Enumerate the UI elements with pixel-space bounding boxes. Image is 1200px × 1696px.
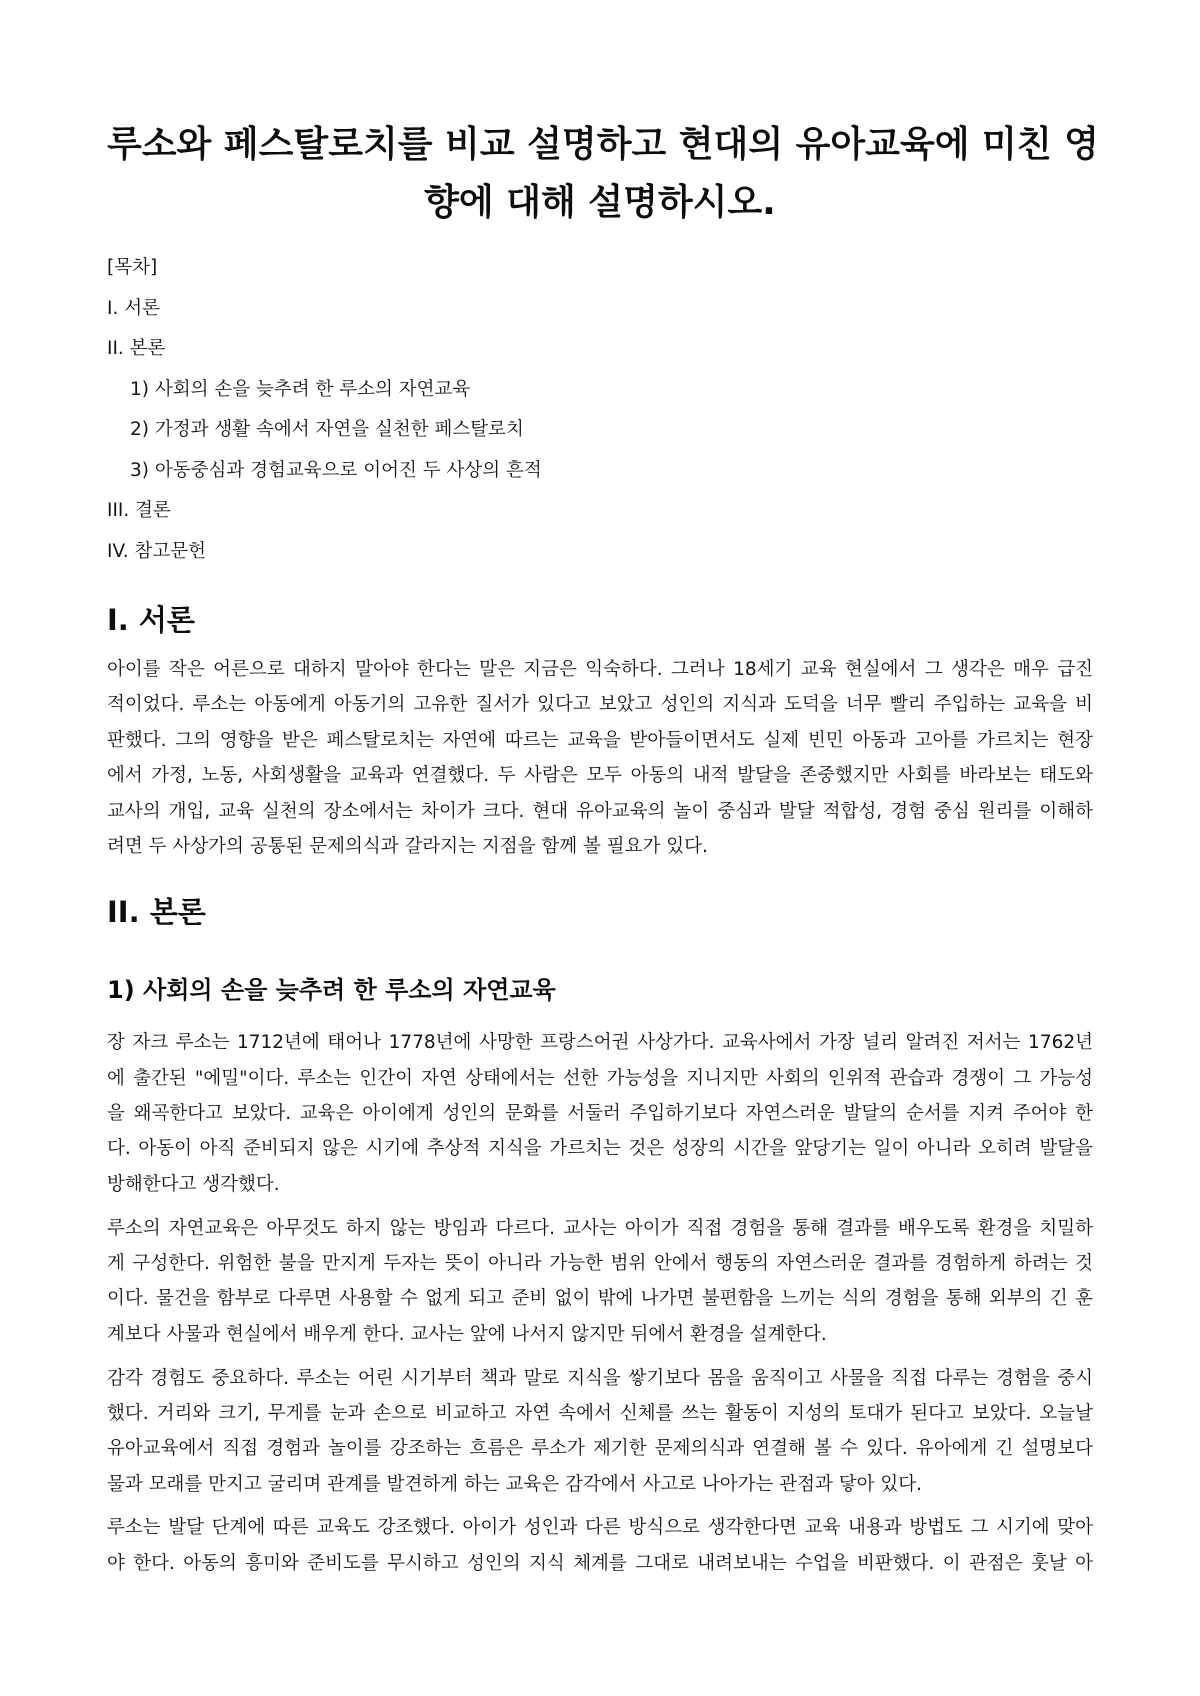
paragraph-line: 야 한다. 아동의 흥미와 준비도를 무시하고 성인의 지식 체계를 그대로 내려보내는 수업을 비판했다. 이 관점은 훗날 아 — [107, 1552, 1093, 1574]
section-introduction — [107, 595, 1093, 864]
paragraph — [107, 1025, 1093, 1202]
paragraph-line: 했다. 거리와 크기, 무게를 눈과 손으로 비교하고 자연 속에서 신체를 쓰는 활동이 지성의 토대가 된다고 보았다. 오늘날 — [107, 1402, 1093, 1424]
paragraph — [107, 1361, 1093, 1503]
paragraph — [107, 1510, 1093, 1581]
title-line: 루소와 페스탈로치를 비교 설명하고 현대의 유아교육에 미친 영 — [107, 124, 1099, 165]
document-title — [107, 116, 1099, 232]
paragraph-line: 적이었다. 루소는 아동에게 아동기의 고유한 질서가 있다고 보았고 성인의 지식과 도덕을 너무 빨리 주입하는 교육을 비 — [107, 694, 1093, 716]
paragraph-line: 루소의 자연교육은 아무것도 하지 않는 방임과 다르다. 교사는 아이가 직접 경험을 통해 결과를 배우도록 환경을 치밀하 — [107, 1217, 1093, 1239]
section-main-body — [107, 887, 1093, 1581]
paragraph-line: 물과 모래를 만지고 굴리며 관계를 발견하게 하는 교육은 감각에서 사고로 나아가는 관점과 닿아 있다. — [107, 1473, 923, 1495]
toc-subitem: 1) 사회의 손을 늦추려 한 루소의 자연교육 — [130, 378, 471, 400]
subsection-heading: 1) 사회의 손을 늦추려 한 루소의 자연교육 — [107, 975, 556, 1004]
paragraph-line: 장 자크 루소는 1712년에 태어나 1778년에 사망한 프랑스어권 사상가다. 교육사에서 가장 널리 알려진 저서는 1762년 — [107, 1032, 1093, 1054]
paragraph-line: 려면 두 사상가의 공통된 문제의식과 갈라지는 지점을 함께 볼 필요가 있다. — [107, 835, 708, 857]
paragraph-line: 에서 가정, 노동, 사회생활을 교육과 연결했다. 두 사람은 모두 아동의 내적 발달을 존중했지만 사회를 바라보는 태도와 — [107, 765, 1093, 787]
paragraph-line: 다. 아동이 아직 준비되지 않은 시기에 추상적 지식을 가르치는 것은 성장의 시간을 앞당기는 일이 아니라 오히려 발달을 — [107, 1138, 1093, 1160]
paragraph-line: 계보다 사물과 현실에서 배우게 한다. 교사는 앞에 나서지 않지만 뒤에서 환경을 설계한다. — [107, 1323, 827, 1345]
toc-subitem: 2) 가정과 생활 속에서 자연을 실천한 페스탈로치 — [130, 419, 524, 440]
document-body — [107, 116, 1099, 1581]
paragraph-line: 을 왜곡한다고 보았다. 교육은 아이에게 성인의 문화를 서둘러 주입하기보다 자연스러운 발달의 순서를 지켜 주어야 한 — [107, 1103, 1093, 1125]
paragraph — [107, 652, 1093, 864]
paragraph — [107, 1211, 1093, 1353]
paragraph-line: 방해한다고 생각했다. — [107, 1173, 280, 1195]
toc-item: I. 서론 — [107, 297, 160, 319]
section-heading: II. 본론 — [107, 894, 206, 929]
paragraph-line: 감각 경험도 중요하다. 루소는 어린 시기부터 책과 말로 지식을 쌓기보다 몸을 움직이고 사물을 직접 다루는 경험을 중시 — [107, 1367, 1093, 1389]
title-line: 향에 대해 설명하시오. — [424, 182, 776, 223]
paragraph-line: 교사의 개입, 교육 실천의 장소에서는 차이가 크다. 현대 유아교육의 놀이 중심과 발달 적합성, 경험 중심 원리를 이해하 — [107, 800, 1093, 822]
paragraph-line: 에 출간된 "에밀"이다. 루소는 인간이 자연 상태에서는 선한 가능성을 지니지만 사회의 인위적 관습과 경쟁이 그 가능성 — [107, 1067, 1093, 1089]
paragraph-line: 판했다. 그의 영향을 받은 페스탈로치는 자연에 따르는 교육을 받아들이면서도 실제 빈민 아동과 고아를 가르치는 현장 — [107, 729, 1093, 751]
section-heading: I. 서론 — [107, 603, 195, 637]
table-of-contents — [107, 248, 1093, 572]
toc-item: II. 본론 — [107, 338, 166, 359]
subsection-rousseau — [107, 968, 1093, 1581]
toc-heading: [목차] — [107, 257, 158, 278]
toc-subitem: 3) 아동중심과 경험교육으로 이어진 두 사상의 흔적 — [130, 459, 542, 481]
toc-item: III. 결론 — [107, 500, 171, 521]
paragraph-line: 루소는 발달 단계에 따른 교육도 강조했다. 아이가 성인과 다른 방식으로 생각한다면 교육 내용과 방법도 그 시기에 맞아 — [107, 1517, 1093, 1539]
toc-item: IV. 참고문헌 — [107, 540, 206, 562]
paragraph-line: 이다. 물건을 함부로 다루면 사용할 수 없게 되고 준비 없이 밖에 나가면 불편함을 느끼는 식의 경험을 통해 외부의 긴 훈 — [107, 1288, 1093, 1310]
paragraph-line: 게 구성한다. 위험한 불을 만지게 두자는 뜻이 아니라 가능한 범위 안에서 행동의 자연스러운 결과를 경험하게 하려는 것 — [107, 1252, 1093, 1274]
paragraph-line: 아이를 작은 어른으로 대하지 말아야 한다는 말은 지금은 익숙하다. 그러나 18세기 교육 현실에서 그 생각은 매우 급진 — [107, 659, 1093, 680]
paragraph-line: 유아교육에서 직접 경험과 놀이를 강조하는 흐름은 루소가 제기한 문제의식과 연결해 볼 수 있다. 유아에게 긴 설명보다 — [107, 1438, 1093, 1460]
